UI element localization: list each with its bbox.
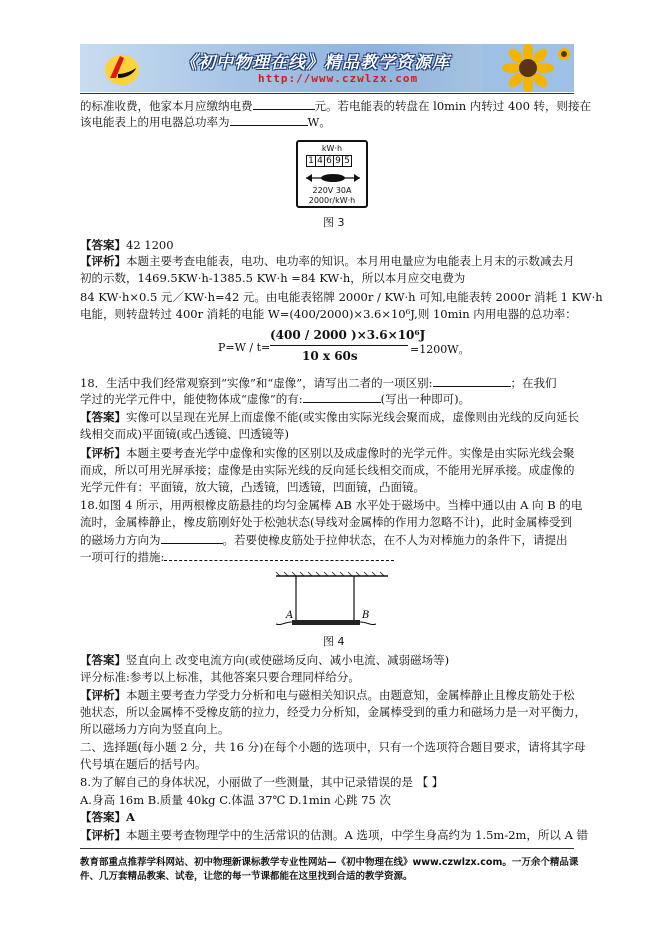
meter-digit: 4: [315, 155, 325, 167]
q18a-answer-2: 线相交而成)平面镜(或凸透镜、凹透镜等): [80, 427, 289, 441]
meter-digit: 5: [342, 155, 352, 167]
meter-dial-icon: [304, 171, 362, 185]
q18b-analysis-3: 所以磁场力方向为竖直向上。: [80, 722, 230, 736]
q18b-answer: 【答案】竖直向上 改变电流方向(或使磁场反向、减小电流、减弱磁场等): [80, 653, 450, 667]
meter-spec-voltage: 220V 30A: [312, 186, 352, 195]
meter-digit: 9: [333, 155, 343, 167]
q8-options: A.身高 16m B.质量 40kg C.体温 37℃ D.1min 心跳 75 次: [80, 793, 391, 807]
formula-numerator: (400 / 2000 )×3.6×10⁶J: [270, 328, 426, 342]
q18b-analysis-1: 【评析】本题主要考查力学受力分析和电与磁相关知识点。由题意知，金属棒静止且橡皮筋处于松: [80, 688, 575, 702]
q18a-analysis-3: 光学元件有：平面镜，放大镜，凸透镜，凹透镜，凹面镜，凸面镜。: [80, 480, 425, 494]
q17-answer: 【答案】42 1200: [80, 238, 174, 252]
q17-analysis-4: 电能，则转盘转过 400r 消耗的电能 W=(400/2000)×3.6×10⁶J,则 10min 内用电器的总功率：: [80, 307, 577, 321]
banner-title: 《初中物理在线》精品教学资源库: [180, 53, 450, 73]
answer-blank: [164, 549, 394, 561]
q17-line-2: 该电能表上的用电器总功率为 W。: [80, 115, 331, 129]
footer-line-2: 件、几万套精品教案、试卷，让您的每一节课都能在这里找到合适的教学资源。: [80, 871, 413, 882]
footer-divider: [80, 848, 574, 849]
section-2-line-1: 二、选择题(每小题 2 分，共 16 分)在每个小题的选项中，只有一个选项符合题目要求，请将其字母: [80, 740, 586, 754]
label-a: A: [286, 610, 294, 621]
formula-denominator: 10 x 60s: [302, 349, 358, 363]
q18b-line-4: 一项可行的措施:: [80, 549, 394, 565]
meter-unit: kW·h: [321, 144, 343, 153]
meter-digit: 6: [324, 155, 334, 167]
q17-analysis-1: 【评析】本题主要考查电能表，电功、电功率的知识。本月用电量应为电能表上月末的示数减去月: [80, 254, 575, 268]
q18a-answer-1: 【答案】实像可以呈现在光屏上而虚像不能(或实像由实际光线会聚而成，虚像则由光线的反向延长: [80, 410, 579, 424]
label-b: B: [362, 610, 370, 621]
section-2-line-2: 代号填在题后的括号内。: [80, 757, 207, 771]
sunflower-image: [482, 44, 574, 92]
q18b-scoring: 评分标准:参考以上标准，其他答案只要合理同样给分。: [80, 670, 360, 684]
header-banner: [80, 44, 574, 92]
site-logo-icon: [102, 48, 142, 88]
answer-blank: [433, 375, 511, 387]
q8-analysis-1: 【评析】本题主要考查物理学中的生活常识的估测。A 选项，中学生身高约为 1.5m-2m，所以 A 错: [80, 828, 589, 842]
figure-4-caption: 图 4: [323, 635, 345, 648]
q17-analysis-2: 初的示数，1469.5KW·h-1385.5 KW·h =84 KW·h，所以本月应交电费为: [80, 271, 466, 285]
figure-3-caption: 图 3: [323, 216, 345, 229]
answer-blank: [253, 98, 315, 110]
q18b-line-1: 18.如图 4 所示，用两根橡皮筋悬挂的均匀金属棒 AB 水平处于磁场中。当棒中通以由 A 向 B 的电: [80, 498, 583, 512]
answer-blank: [161, 532, 223, 544]
q8-stem: 8.为了解自己的身体状况，小丽做了一些测量，其中记录错误的是 【 】: [80, 775, 444, 789]
footer-line-1: 教育部重点推荐学科网站、初中物理新课标教学专业性网站—《初中物理在线》www.czwlzx.com。一万余个精品课: [80, 857, 579, 868]
q17-line-1: 的标准收费，他家本月应缴纳电费 元。若电能表的转盘在 l0min 内转过 400 转，则接在: [80, 99, 592, 113]
q18a-line-2: 学过的光学元件中，能使物体成“虚像”的有: (写出一种即可)。: [80, 392, 471, 406]
q8-answer: 【答案】A: [80, 810, 135, 824]
meter-spec-rev: 2000r/kW·h: [308, 196, 356, 205]
q17-analysis-3: 84 KW·h×0.5 元／KW·h=42 元。由电能表铭牌 2000r / KW·h 可知,电能表转 2000r 消耗 1 KW·h: [80, 290, 603, 304]
fraction-bar: [270, 345, 408, 346]
q18b-line-3: 的磁场力方向为 。若要使橡皮筋处于拉伸状态，在不人为对棒施力的条件下，请提出: [80, 533, 568, 547]
q18b-line-2: 流时，金属棒静止，橡皮筋刚好处于松弛状态(导线对金属棒的作用力忽略不计)，此时金属棒受到: [80, 515, 572, 529]
answer-blank: [303, 391, 381, 403]
meter-digit: 1: [306, 155, 316, 167]
answer-blank: [230, 114, 308, 126]
q18b-analysis-2: 弛状态，所以金属棒不受橡皮筋的拉力，经受力分析知，金属棒受到的重力和磁场力是一对平衡力，: [80, 705, 586, 719]
q18a-analysis-1: 【评析】本题主要考查光学中虚像和实像的区别以及成虚像时的光学元件。实像是由实际光线会聚: [80, 446, 575, 460]
electric-meter-figure: [296, 140, 368, 208]
banner-url: http://www.czwlzx.com: [258, 72, 419, 85]
header-divider: [80, 93, 574, 94]
q18a-analysis-2: 而成，所以可用光屏承接；虚像是由实际光线的反向延长线相交而成，不能用光屏承接。成虚像的: [80, 463, 575, 477]
formula-lhs: P=W / t=: [218, 341, 271, 354]
meter-digits: [306, 155, 351, 167]
q18a-line-1: 18．生活中我们经常观察到“实像”和“虚像”，请写出二者的一项区别: ；在我们: [80, 376, 557, 390]
formula-rhs: =1200W。: [410, 343, 470, 356]
